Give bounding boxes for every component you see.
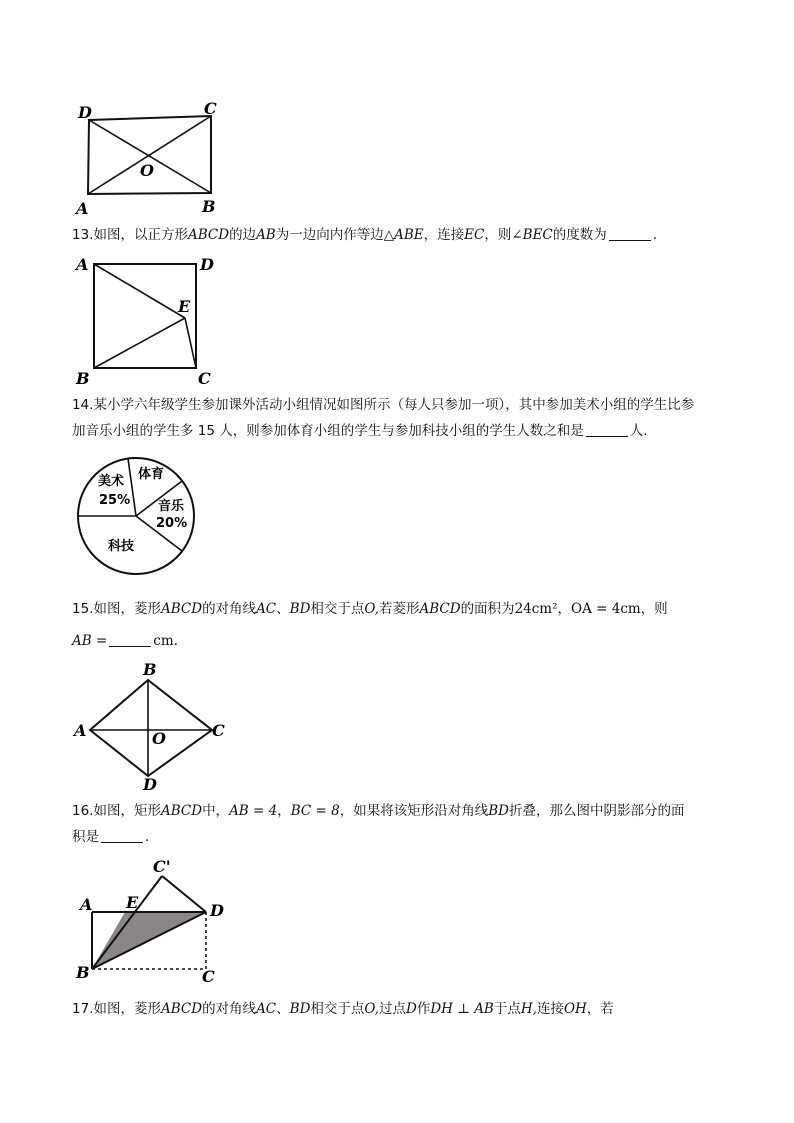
label-D: D: [210, 901, 224, 920]
answer-blank: [101, 828, 143, 843]
question-14: 14.某小学六年级学生参加课外活动小组情况如图所示（每人只参加一项），其中参加美术小组的学生比参 加音乐小组的学生多 15 人，则参加体育小组的学生与参加科技小组的学生人数之和是 人.: [72, 397, 695, 439]
slice-label-tiyu: 体育: [138, 467, 165, 482]
label-C-prime: C': [153, 857, 171, 876]
figure-folded-rectangle: [70, 856, 240, 986]
label-D: D: [143, 775, 157, 794]
question-16: 16.如图，矩形ABCD中，AB = 4，BC = 8，如果将该矩形沿对角线BD折叠，那么图中阴影部分的面 积是 .: [72, 803, 685, 845]
figure-rhombus-abcd: [70, 660, 240, 795]
slice-label-meishu: 美术: [98, 474, 125, 489]
label-A: A: [76, 255, 89, 274]
question-15: 15.如图，菱形ABCD的对角线AC、BD相交于点O,若菱形ABCD的面积为24cm²，OA = 4cm，则: [72, 601, 668, 617]
label-C: C: [198, 369, 211, 388]
label-E: E: [178, 297, 191, 316]
figure-rectangle-abcd: [70, 98, 230, 218]
answer-blank: [609, 226, 651, 241]
label-B: B: [76, 369, 90, 388]
slice-value-yinyue: 20%: [156, 516, 188, 531]
slice-label-yinyue: 音乐: [158, 499, 185, 514]
question-17: 17.如图，菱形ABCD的对角线AC、BD相交于点O,过点D作DH ⊥ AB于点H,连接OH，若: [72, 1001, 614, 1017]
label-C: C: [204, 99, 217, 118]
question-13: 13.如图，以正方形ABCD的边AB为一边向内作等边△ABE，连接EC，则∠BEC的度数为 .: [72, 227, 658, 243]
slice-value-meishu: 25%: [99, 493, 131, 508]
label-B: B: [202, 197, 216, 216]
label-D: D: [200, 255, 214, 274]
label-A: A: [74, 721, 87, 740]
label-C: C: [202, 967, 215, 986]
label-B: B: [76, 963, 90, 982]
answer-blank: [109, 632, 151, 647]
label-O: O: [140, 161, 154, 180]
label-C: C: [212, 721, 225, 740]
pie-chart: [72, 452, 202, 582]
label-E: E: [126, 893, 139, 912]
label-A: A: [80, 895, 93, 914]
label-D: D: [78, 103, 92, 122]
label-O: O: [152, 729, 166, 748]
slice-label-keji: 科技: [108, 539, 135, 554]
label-B: B: [143, 660, 157, 679]
label-A: A: [76, 199, 89, 218]
answer-blank: [586, 422, 628, 437]
question-15-line2: AB = cm.: [72, 633, 178, 649]
figure-square-abcd: [70, 252, 230, 392]
